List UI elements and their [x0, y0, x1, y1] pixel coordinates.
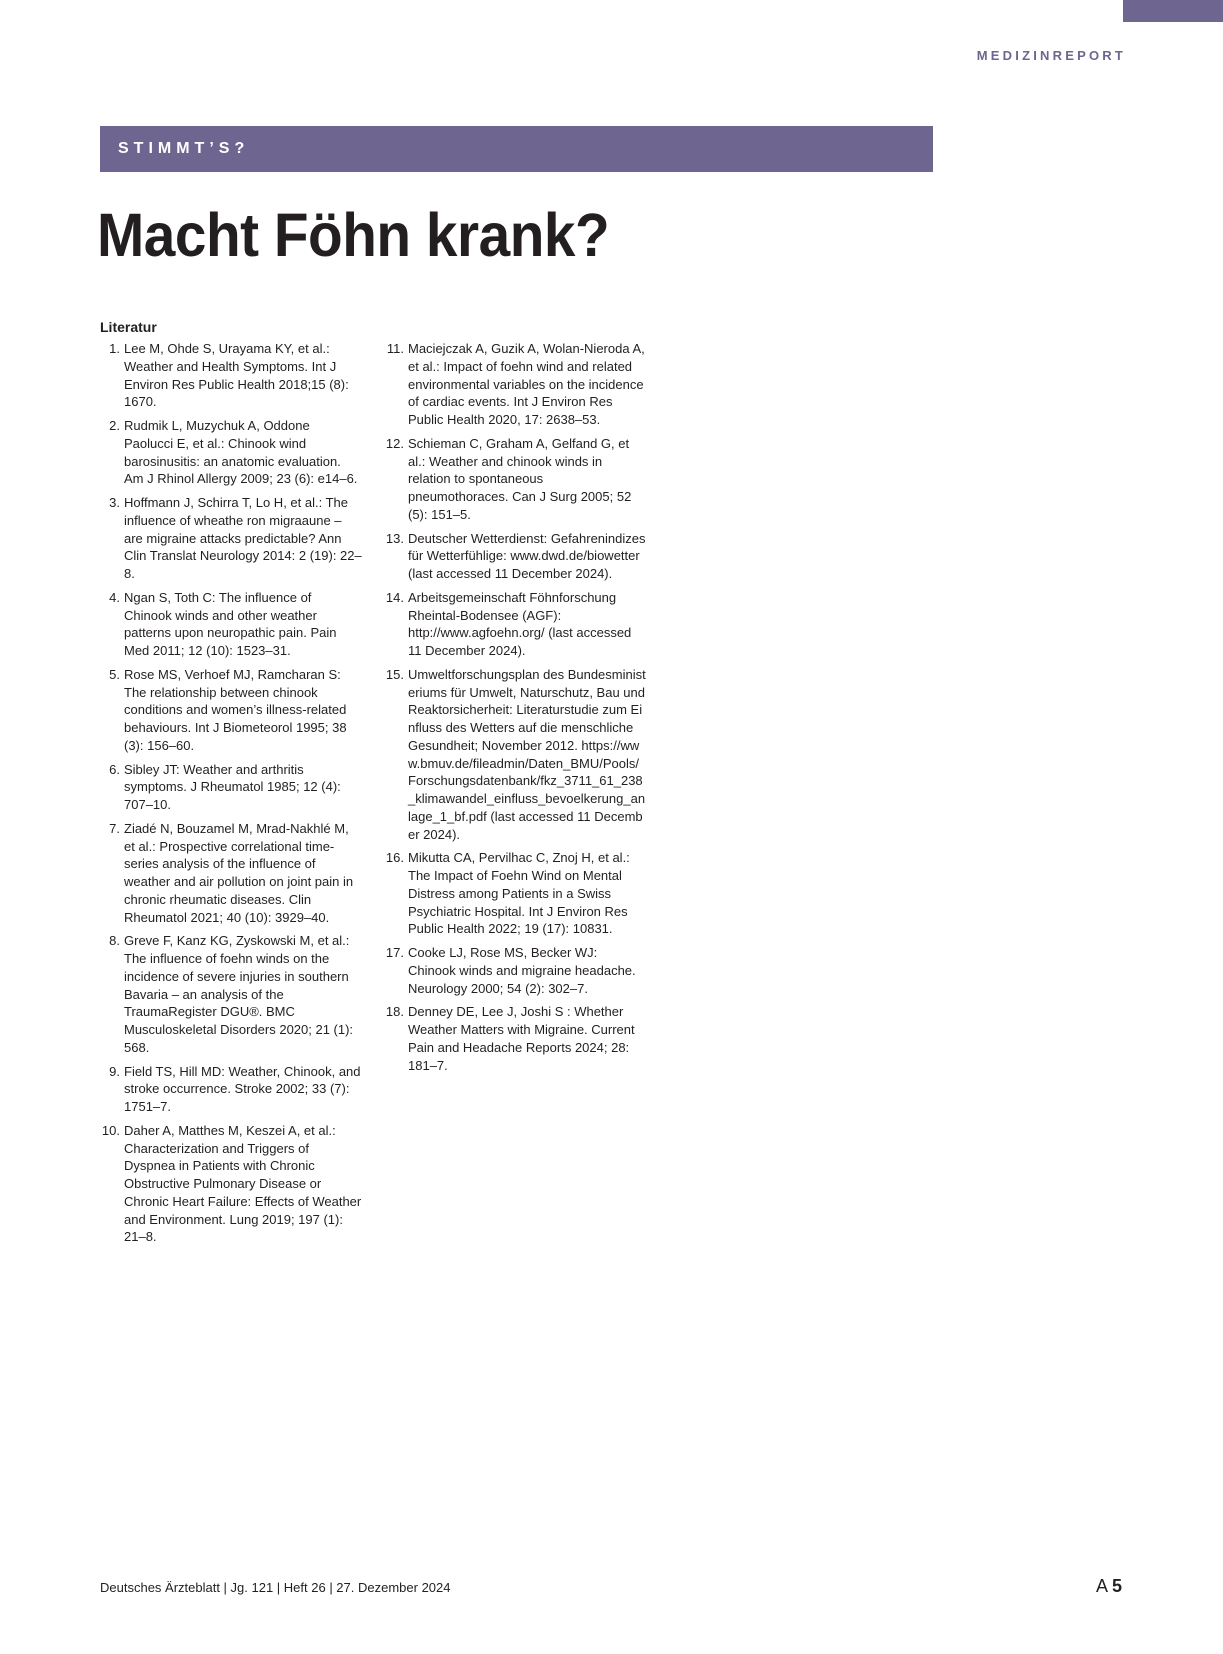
reference-text: Rudmik L, Muzychuk A, Oddone Paolucci E, et al.: Chinook wind barosinusitis: an anatomic evaluation. Am J Rhinol Allergy 2009; 23 (6): e14–6. — [124, 418, 358, 487]
reference-number: 5. — [109, 666, 120, 682]
reference-item — [384, 530, 646, 583]
section-label: MEDIZINREPORT — [976, 48, 1126, 63]
reference-text: Mikutta CA, Pervilhac C, Znoj H, et al.: The Impact of Foehn Wind on Mental Distress among Patients in a Swiss Psychiatric Hospital. Int J Environ Res Public Health 2022; 19 (17): 10831. — [408, 850, 630, 937]
reference-item — [100, 666, 362, 755]
reference-item — [100, 761, 362, 814]
reference-text: Lee M, Ohde S, Urayama KY, et al.: Weather and Health Symptoms. Int J Environ Res Public Health 2018;15 (8): 1670. — [124, 341, 349, 410]
reference-item — [384, 589, 646, 660]
reference-text: Sibley JT: Weather and arthritis symptoms. J Rheumatol 1985; 12 (4): 707–10. — [124, 761, 341, 812]
references-column-1 — [100, 340, 362, 1252]
reference-item — [100, 932, 362, 1056]
reference-number: 6. — [109, 761, 120, 777]
reference-number: 1. — [109, 341, 120, 356]
reference-text: Deutscher Wetterdienst: Gefahrenindizes für Wetterfühlige: www.dwd.de/biowetter (last accessed 11 December 2024). — [408, 530, 646, 581]
reference-item — [384, 849, 646, 938]
reference-text: Daher A, Matthes M, Keszei A, et al.: Characterization and Triggers of Dyspnea in Patients with Chronic Obstructive Pulmonary Disease or Chronic Heart Failure: Effects of Weather and Environment. Lung 2019; 197 (1): 21–8. — [124, 1122, 362, 1245]
reference-text: Umweltforschungsplan des Bundesministeriums für Umwelt, Naturschutz, Bau und Reaktorsicherheit: Literaturstudie zum Einfluss des Wetters auf die menschliche Gesundheit; November 2012. https://www.bmuv.de/fileadmin/Daten_BMU/Pools/Forschungsdatenbank/fkz_3711_61_238_klimawandel_einfluss_bevoelkerung_anlage_1_bf.pdf (last accessed 11 December 2024). — [408, 666, 646, 842]
reference-text: Ziadé N, Bouzamel M, Mrad-Nakhlé M, et al.: Prospective correlational time-series analysis of the influence of weather and air pollution on joint pain in chronic rheumatic diseases. Clin Rheumatol 2021; 40 (10): 3929–40. — [124, 820, 354, 925]
references-column-2 — [384, 340, 646, 1080]
reference-number: 7. — [109, 820, 120, 836]
page-prefix: A — [1095, 1576, 1107, 1596]
reference-item — [384, 340, 646, 429]
banner-label: STIMMT’S? — [118, 140, 250, 157]
reference-item — [100, 820, 362, 927]
reference-text: Hoffmann J, Schirra T, Lo H, et al.: The influence of wheathe ron migraaune – are migraine attacks predictable? Ann Clin Translat Neurology 2014: 2 (19): 22–8. — [124, 495, 362, 581]
section-banner — [100, 126, 933, 172]
footer-citation: Deutsches Ärzteblatt | Jg. 121 | Heft 26 | 27. Dezember 2024 — [100, 1580, 451, 1595]
reference-number: 10. — [101, 1122, 120, 1138]
reference-number: 9. — [109, 1063, 120, 1079]
reference-item — [100, 494, 362, 583]
reference-number: 12. — [385, 435, 404, 451]
reference-number: 15. — [385, 666, 404, 682]
reference-text: Rose MS, Verhoef MJ, Ramcharan S: The relationship between chinook conditions and women’s illness-related behaviours. Int J Biometeorol 1995; 38 (3): 156–60. — [124, 666, 347, 753]
reference-text: Greve F, Kanz KG, Zyskowski M, et al.: The influence of foehn winds on the incidence of severe injuries in southern Bavaria – an analysis of the TraumaRegister DGU®. BMC Musculoskeletal Disorders 2020; 21 (1): 568. — [124, 933, 354, 1055]
reference-text: Maciejczak A, Guzik A, Wolan-Nieroda A, et al.: Impact of foehn wind and related environmental variables on the incidence of cardiac events. Int J Environ Res Public Health 2020, 17: 2638–53. — [408, 341, 645, 427]
reference-text: Schieman C, Graham A, Gelfand G, et al.: Weather and chinook winds in relation to spontaneous pneumothoraces. Can J Surg 2005; 52 (5): 151–5. — [408, 435, 632, 522]
reference-number: 4. — [109, 589, 120, 605]
reference-number: 11. — [386, 341, 404, 356]
reference-number: 16. — [385, 850, 404, 866]
reference-item — [384, 944, 646, 997]
reference-item — [384, 1003, 646, 1074]
reference-number: 18. — [385, 1004, 404, 1020]
reference-number: 2. — [109, 418, 120, 433]
reference-item — [100, 1063, 362, 1116]
reference-item — [100, 417, 362, 488]
reference-item — [384, 666, 646, 844]
reference-item — [100, 340, 362, 411]
reference-item — [100, 1122, 362, 1246]
corner-tab — [1123, 0, 1223, 22]
reference-number: 3. — [109, 495, 120, 510]
reference-number: 13. — [385, 530, 404, 546]
reference-text: Field TS, Hill MD: Weather, Chinook, and stroke occurrence. Stroke 2002; 33 (7): 1751–7. — [124, 1063, 361, 1114]
reference-text: Denney DE, Lee J, Joshi S : Whether Weather Matters with Migraine. Current Pain and Headache Reports 2024; 28: 181–7. — [408, 1004, 635, 1073]
reference-text: Ngan S, Toth C: The influence of Chinook winds and other weather patterns upon neuropathic pain. Pain Med 2011; 12 (10): 1523–31. — [124, 589, 337, 658]
page-number-value: 5 — [1111, 1576, 1122, 1596]
reference-number: 17. — [385, 945, 404, 960]
article-title: Macht Föhn krank? — [97, 201, 610, 269]
reference-text: Arbeitsgemeinschaft Föhnforschung Rheintal-Bodensee (AGF): http://www.agfoehn.org/ (last accessed 11 December 2024). — [408, 589, 632, 658]
reference-text: Cooke LJ, Rose MS, Becker WJ: Chinook winds and migraine headache. Neurology 2000; 54 (2): 302–7. — [408, 945, 636, 996]
references-heading: Literatur — [100, 319, 157, 335]
reference-number: 14. — [385, 589, 404, 605]
reference-item — [100, 589, 362, 660]
reference-number: 8. — [109, 933, 120, 949]
reference-item — [384, 435, 646, 524]
page-number — [1096, 1575, 1122, 1597]
